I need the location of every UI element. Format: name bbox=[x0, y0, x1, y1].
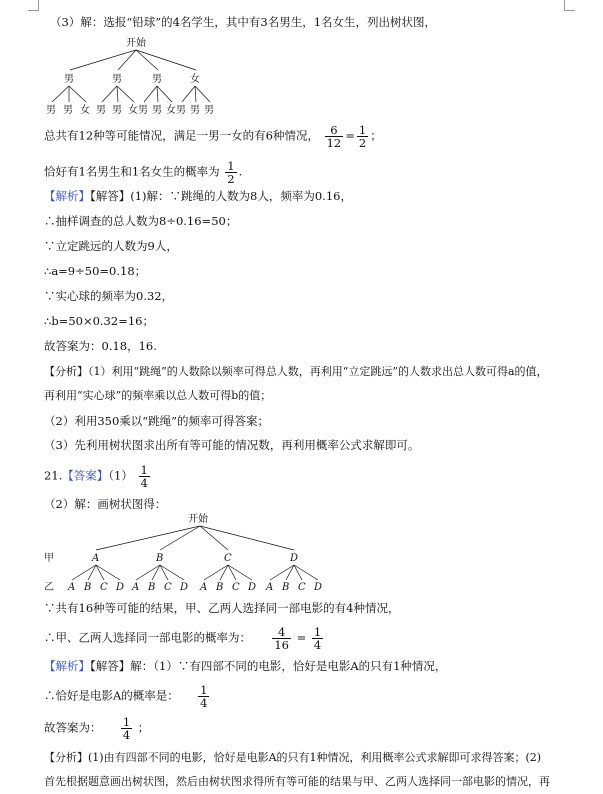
tree1-l2: 男 bbox=[204, 105, 214, 116]
tree1-l1-1: 男 bbox=[112, 74, 122, 85]
tree1-l2: 男 bbox=[63, 105, 73, 116]
text-line: 再利用“实心球”的频率乘以总人数可得b的值； bbox=[44, 389, 272, 402]
tree2-l2: C bbox=[164, 582, 172, 593]
tag-jieda: 【解答】 bbox=[90, 659, 131, 673]
tree2-l1-3: D bbox=[290, 553, 299, 564]
tree1-l2: 男 bbox=[152, 105, 162, 116]
tree1-l1-2: 男 bbox=[152, 74, 162, 85]
tree2-l2: C bbox=[100, 582, 108, 593]
text-line: 故答案为：0.18，16. bbox=[44, 339, 157, 353]
tree2-l2: B bbox=[84, 582, 92, 593]
fraction: $\frac{1}{2}$ bbox=[358, 123, 367, 150]
tag-jiexi: 【解析】 bbox=[44, 189, 90, 203]
fraction: $\frac{4}{16}$ bbox=[274, 625, 289, 652]
tag-answer: 【答案】 bbox=[62, 468, 109, 483]
tree2-l1-1: B bbox=[156, 553, 164, 564]
text-line: ∵共有16种等可能的结果，甲、乙两人选择同一部电影的有4种情况， bbox=[44, 601, 400, 615]
text-line: ∴a=9÷50=0.18； bbox=[44, 264, 147, 278]
tree2-l2: B bbox=[282, 582, 290, 593]
tree1-l2: 男 bbox=[46, 105, 56, 116]
tree1-l2: 女 bbox=[80, 105, 90, 116]
text-line: ∴抽样调查的总人数为8÷0.16=50； bbox=[44, 214, 238, 228]
text-line: ∵实心球的频率为0.32， bbox=[44, 289, 174, 303]
tree1-l2: 男 bbox=[138, 105, 148, 116]
text-line: 故答案为： $\frac{1}{4}$ ； bbox=[44, 715, 150, 742]
tree2-l2: D bbox=[314, 582, 323, 593]
tree2-l2: A bbox=[68, 582, 76, 593]
fraction: $\frac{1}{4}$ bbox=[200, 683, 208, 710]
tree2-l2: C bbox=[232, 582, 240, 593]
fraction: $\frac{6}{12}$ bbox=[326, 123, 342, 150]
tree2-row1-label: 甲 bbox=[44, 553, 54, 564]
tree1-l2: 女 bbox=[166, 105, 176, 116]
text-line: ∴甲、乙两人选择同一部电影的概率为： $\frac{4}{16}$ = $\frac{1}{4}$ bbox=[44, 625, 322, 652]
tree2-l1-0: A bbox=[92, 553, 100, 564]
corner-mark-top-left bbox=[28, 0, 39, 11]
tree1-root: 开始 bbox=[126, 38, 146, 49]
tree2-l2: A bbox=[132, 582, 140, 593]
tree2-l1-2: C bbox=[224, 553, 232, 564]
tree2-root: 开始 bbox=[188, 514, 208, 525]
tree1-l2: 男 bbox=[190, 105, 200, 116]
tree2-l2: A bbox=[200, 582, 208, 593]
text-line: ∵立定跳远的人数为9人， bbox=[44, 239, 178, 253]
tree1-l2: 男 bbox=[96, 105, 106, 116]
text-line: 总共有12种等可能情况，满足一男一女的有6种情况， $\frac{6}{12}$ = $\frac{1}{2}$ ； bbox=[44, 123, 382, 150]
text-line: 【解析】【解答】解：（1）∵有四部不同的电影，恰好是电影A的只有1种情况， bbox=[44, 659, 447, 673]
corner-mark-top-right bbox=[564, 0, 575, 11]
text-line: （3）先利用树状图求出所有等可能的情况数，再利用概率公式求解即可。 bbox=[44, 438, 420, 452]
text-line: ∴b=50×0.32=16； bbox=[44, 314, 154, 328]
tree-diagram-2 bbox=[0, 510, 603, 600]
tree1-l1-3: 女 bbox=[190, 74, 200, 85]
tree2-l2: D bbox=[180, 582, 189, 593]
text-line: 首先根据题意画出树状图，然后由树状图求得所有等可能的结果与甲、乙两人选择同一部电影的情况，再 bbox=[44, 775, 550, 788]
tag-jieda: 【解答】 bbox=[90, 189, 131, 203]
fraction: $\frac{1}{4}$ bbox=[122, 715, 131, 742]
tree2-l2: C bbox=[298, 582, 306, 593]
text-line: 21.【答案】（1） $\frac{1}{4}$ bbox=[44, 463, 148, 490]
text-line: 【分析】(1)由有四部不同的电影，恰好是电影A的只有1种情况，利用概率公式求解即可求得答案；(2) bbox=[44, 751, 542, 764]
tree2-l2: D bbox=[116, 582, 125, 593]
tag-jiexi: 【解析】 bbox=[44, 659, 90, 673]
tree2-l2: A bbox=[266, 582, 274, 593]
tree1-l2: 男 bbox=[112, 105, 122, 116]
text-line: 【分析】（1）利用“跳绳”的人数除以频率可得总人数，再利用“立定跳远”的人数求出总人数可得a的值， bbox=[44, 365, 548, 378]
tree2-l2: B bbox=[216, 582, 224, 593]
tree1-l2: 男 bbox=[176, 105, 186, 116]
text-line: 【解析】【解答】(1)解：∵跳绳的人数为8人，频率为0.16， bbox=[44, 189, 352, 203]
fraction: $\frac{1}{4}$ bbox=[313, 625, 322, 652]
text-line: （2）解：画树状图得： bbox=[44, 497, 167, 511]
tree1-l2: 女 bbox=[128, 105, 138, 116]
fraction: $\frac{1}{4}$ bbox=[140, 463, 148, 490]
tree2-l2: D bbox=[248, 582, 257, 593]
tree2-row2-label: 乙 bbox=[44, 582, 54, 593]
tree2-l2: B bbox=[148, 582, 156, 593]
text-line: （3）解：选报“铅球”的4名学生，其中有3名男生，1名女生，列出树状图， bbox=[50, 15, 437, 29]
text-line: ∴恰好是电影A的概率是： $\frac{1}{4}$ bbox=[44, 683, 208, 710]
fraction: $\frac{1}{2}$ bbox=[227, 159, 235, 186]
tree1-l1-0: 男 bbox=[64, 74, 74, 85]
text-line: （2）利用350乘以“跳绳”的频率可得答案； bbox=[44, 414, 270, 428]
text-line: 恰好有1名男生和1名女生的概率为 $\frac{1}{2}$ . bbox=[44, 159, 243, 186]
